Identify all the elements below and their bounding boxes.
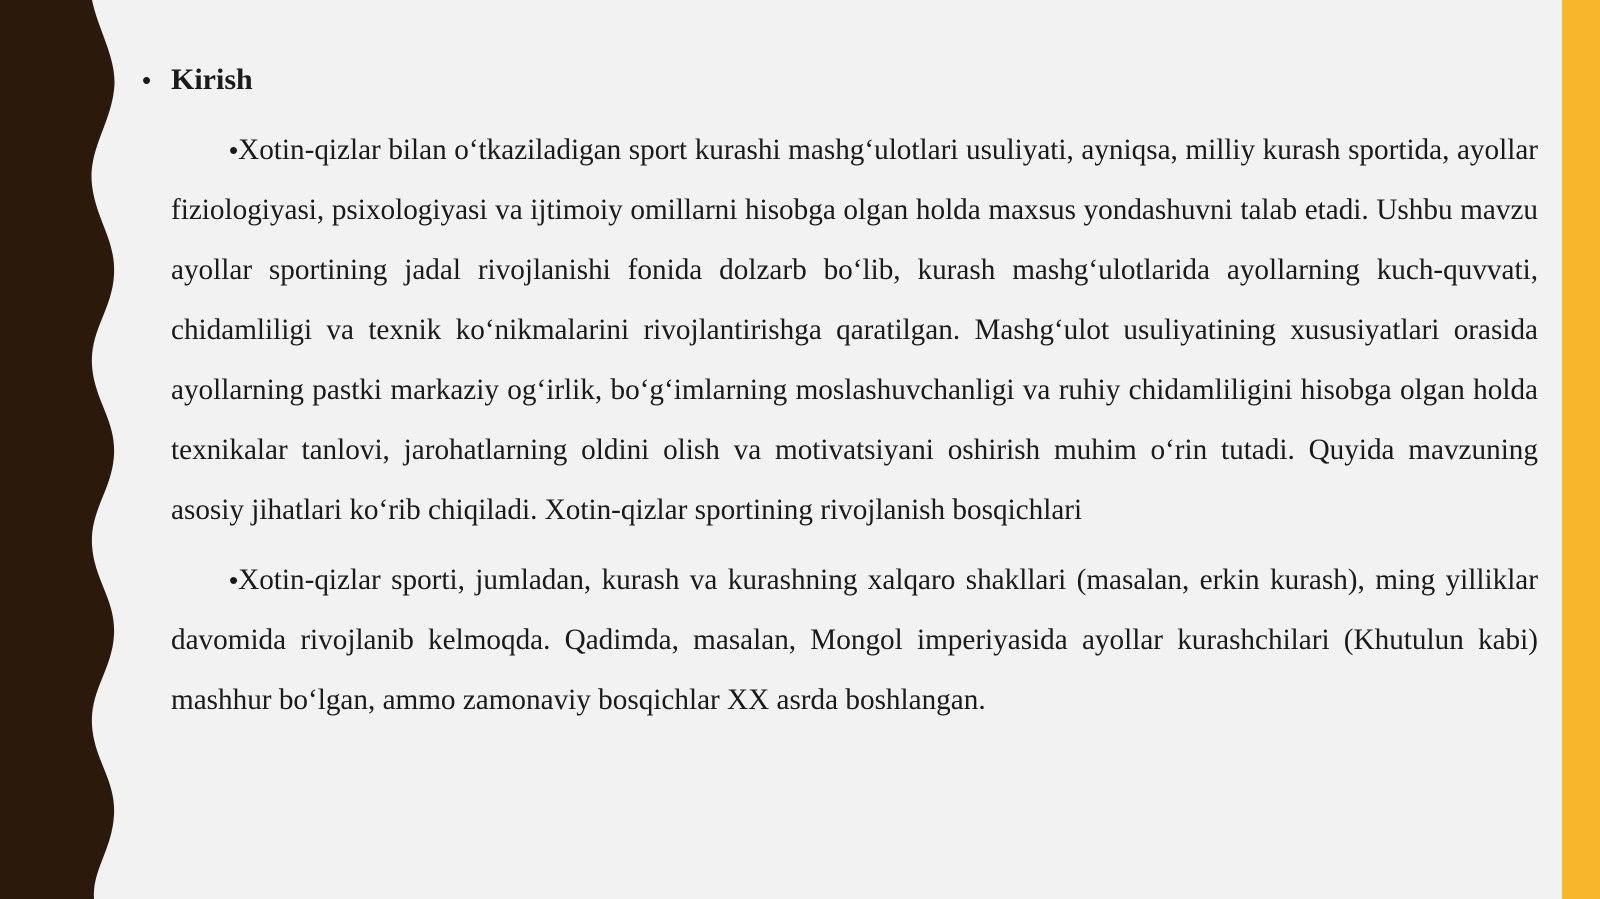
slide-content xyxy=(142,50,1538,730)
paragraph-2-bullet: • xyxy=(229,565,239,595)
left-wave-decoration xyxy=(0,0,120,899)
right-accent-bar xyxy=(1562,0,1600,899)
paragraph-1-text: Xotin-qizlar bilan oʻtkaziladigan sport kurashi mashgʻulotlari usuliyati, ayniqsa, milliy kurash sportida, ayollar fiziologiyasi, psixologiyasi va ijtimoiy omillarni hisobga olgan holda maxsus yondashuvni talab etadi. Ushbu mavzu ayollar sportining jadal rivojlanishi fonida dolzarb boʻlib, kurash mashgʻulotlarida ayollarning kuch-quvvati, chidamliligi va texnik koʻnikmalarini rivojlantirishga qaratilgan. Mashgʻulot usuliyatining xususiyatlari orasida ayollarning pastki markaziy ogʻirlik, boʻgʻimlarning moslashuvchanligi va ruhiy chidamliligini hisobga olgan holda texnikalar tanlovi, jarohatlarning oldini olish va motivatsiyani oshirish muhim oʻrin tutadi. Quyida mavzuning asosiy jihatlari koʻrib chiqiladi. Xotin-qizlar sportining rivojlanish bosqichlari xyxy=(171,134,1538,526)
left-wave-shape xyxy=(0,0,115,899)
paragraph-2 xyxy=(171,550,1538,730)
heading-bullet: • xyxy=(142,64,152,95)
paragraph-2-text: Xotin-qizlar sporti, jumladan, kurash va kurashning xalqaro shakllari (masalan, erkin kurash), ming yilliklar davomida rivojlanib kelmoqda. Qadimda, masalan, Mongol imperiyasida ayollar kurashchilari (Khutulun kabi) mashhur boʻlgan, ammo zamonaviy bosqichlar XX asrda boshlangan. xyxy=(171,564,1538,716)
paragraph-1-bullet: • xyxy=(229,135,239,165)
slide-heading-row xyxy=(142,50,1538,110)
paragraph-1 xyxy=(171,120,1538,540)
slide-title: Kirish xyxy=(171,63,253,96)
